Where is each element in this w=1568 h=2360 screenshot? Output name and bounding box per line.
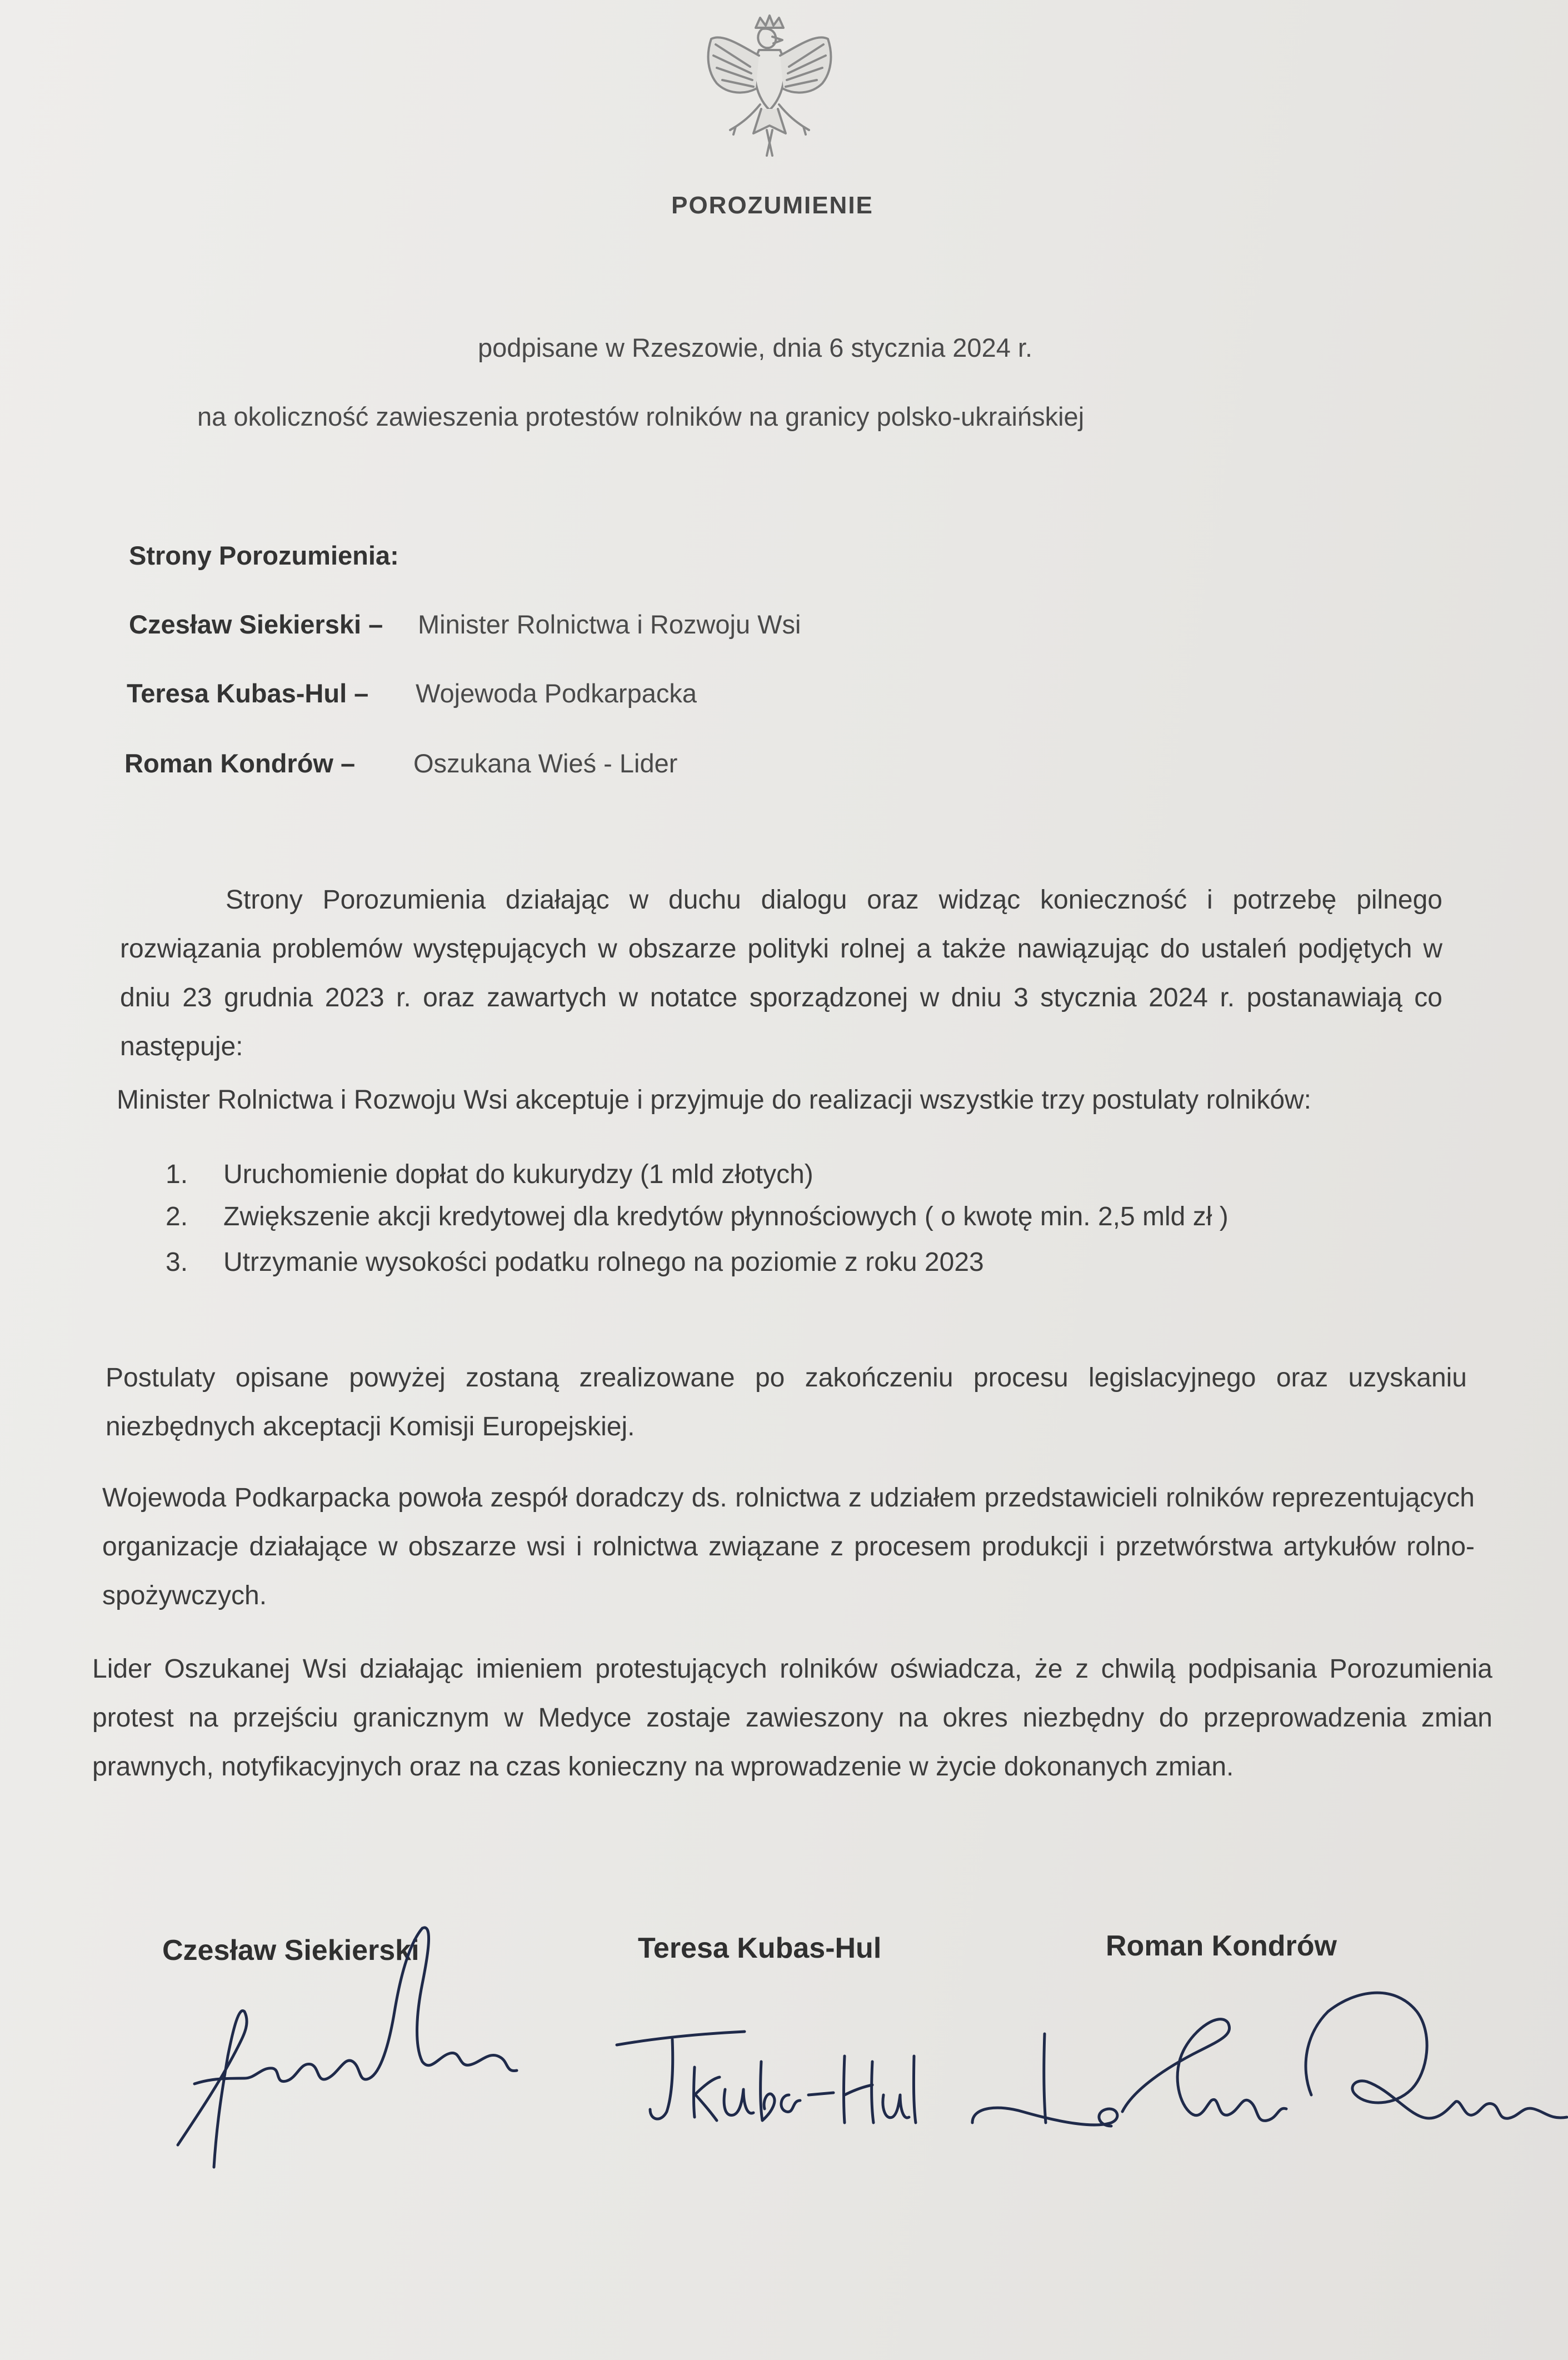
list-number: 2. — [166, 1202, 188, 1231]
white-eagle-emblem — [689, 11, 850, 161]
minister-statement: Minister Rolnictwa i Rozwoju Wsi akceptuje i przyjmuje do realizacji wszystkie trzy postulaty rolników: — [117, 1085, 1312, 1115]
opening-paragraph — [120, 876, 1442, 1071]
list-item — [166, 1201, 1229, 1232]
document-title: POROZUMIENIE — [671, 192, 873, 219]
party-name: Teresa Kubas-Hul – — [127, 678, 369, 708]
leader-statement: Lider Oszukanej Wsi działając imieniem protestujących rolników oświadcza, że z chwilą podpisania Porozumienia protest na przejściu granicznym w Medyce zostaje zawieszony na okres niezbędny do przeprowadzenia zmian prawnych, notyfikacyjnych oraz na czas konieczny na wprowadzenie w życie dokonanych zmian. — [92, 1654, 1492, 1782]
signatory-name: Roman Kondrów — [1106, 1930, 1337, 1962]
signatory-name: Teresa Kubas-Hul — [638, 1932, 882, 1964]
occasion-line: na okoliczność zawieszenia protestów rolników na granicy polsko-ukraińskiej — [197, 402, 1085, 431]
signatory-name: Czesław Siekierski — [162, 1934, 420, 1967]
signature-kondrow — [967, 1956, 1568, 2201]
opening-text: Strony Porozumienia działając w duchu dialogu oraz widząc konieczność i potrzebę pilnego rozwiązania problemów występujących w obszarze polityki rolnej a także nawiązując do ustaleń podjętych w dniu 23 grudnia 2023 r. oraz zawartych w notatce sporządzonej w dniu 3 stycznia 2024 r. postanawiają co następuje: — [120, 885, 1442, 1061]
parties-heading: Strony Porozumienia: — [129, 541, 399, 570]
party-name: Czesław Siekierski – — [129, 610, 383, 639]
list-item — [166, 1247, 984, 1278]
list-text: Uruchomienie dopłat do kukurydzy (1 mld złotych) — [223, 1160, 813, 1189]
party-role: Wojewoda Podkarpacka — [416, 678, 697, 708]
signed-place-date: podpisane w Rzeszowie, dnia 6 stycznia 2024 r. — [478, 333, 1033, 362]
signature-kubas-hul — [611, 2012, 922, 2156]
list-item — [166, 1159, 813, 1190]
party-role: Minister Rolnictwa i Rozwoju Wsi — [418, 610, 801, 639]
party-role: Oszukana Wieś - Lider — [413, 749, 678, 778]
list-number: 3. — [166, 1248, 188, 1277]
signature-siekierski — [161, 1912, 561, 2178]
postulates-note: Postulaty opisane powyżej zostaną zrealizowane po zakończeniu procesu legislacyjnego oraz uzyskaniu niezbędnych akceptacji Komisji Europejskiej. — [106, 1363, 1467, 1441]
voivode-statement: Wojewoda Podkarpacka powoła zespół doradczy ds. rolnictwa z udziałem przedstawicieli rolników reprezentujących organizacje działające w obszarze wsi i rolnictwa związane z procesem produkcji i przetwórstwa artykułów rolno-spożywczych. — [102, 1483, 1475, 1610]
list-number: 1. — [166, 1160, 188, 1189]
party-name: Roman Kondrów – — [124, 749, 356, 778]
list-text: Utrzymanie wysokości podatku rolnego na poziomie z roku 2023 — [223, 1248, 984, 1277]
list-text: Zwiększenie akcji kredytowej dla kredytów płynnościowych ( o kwotę min. 2,5 mld zł ) — [223, 1202, 1229, 1231]
